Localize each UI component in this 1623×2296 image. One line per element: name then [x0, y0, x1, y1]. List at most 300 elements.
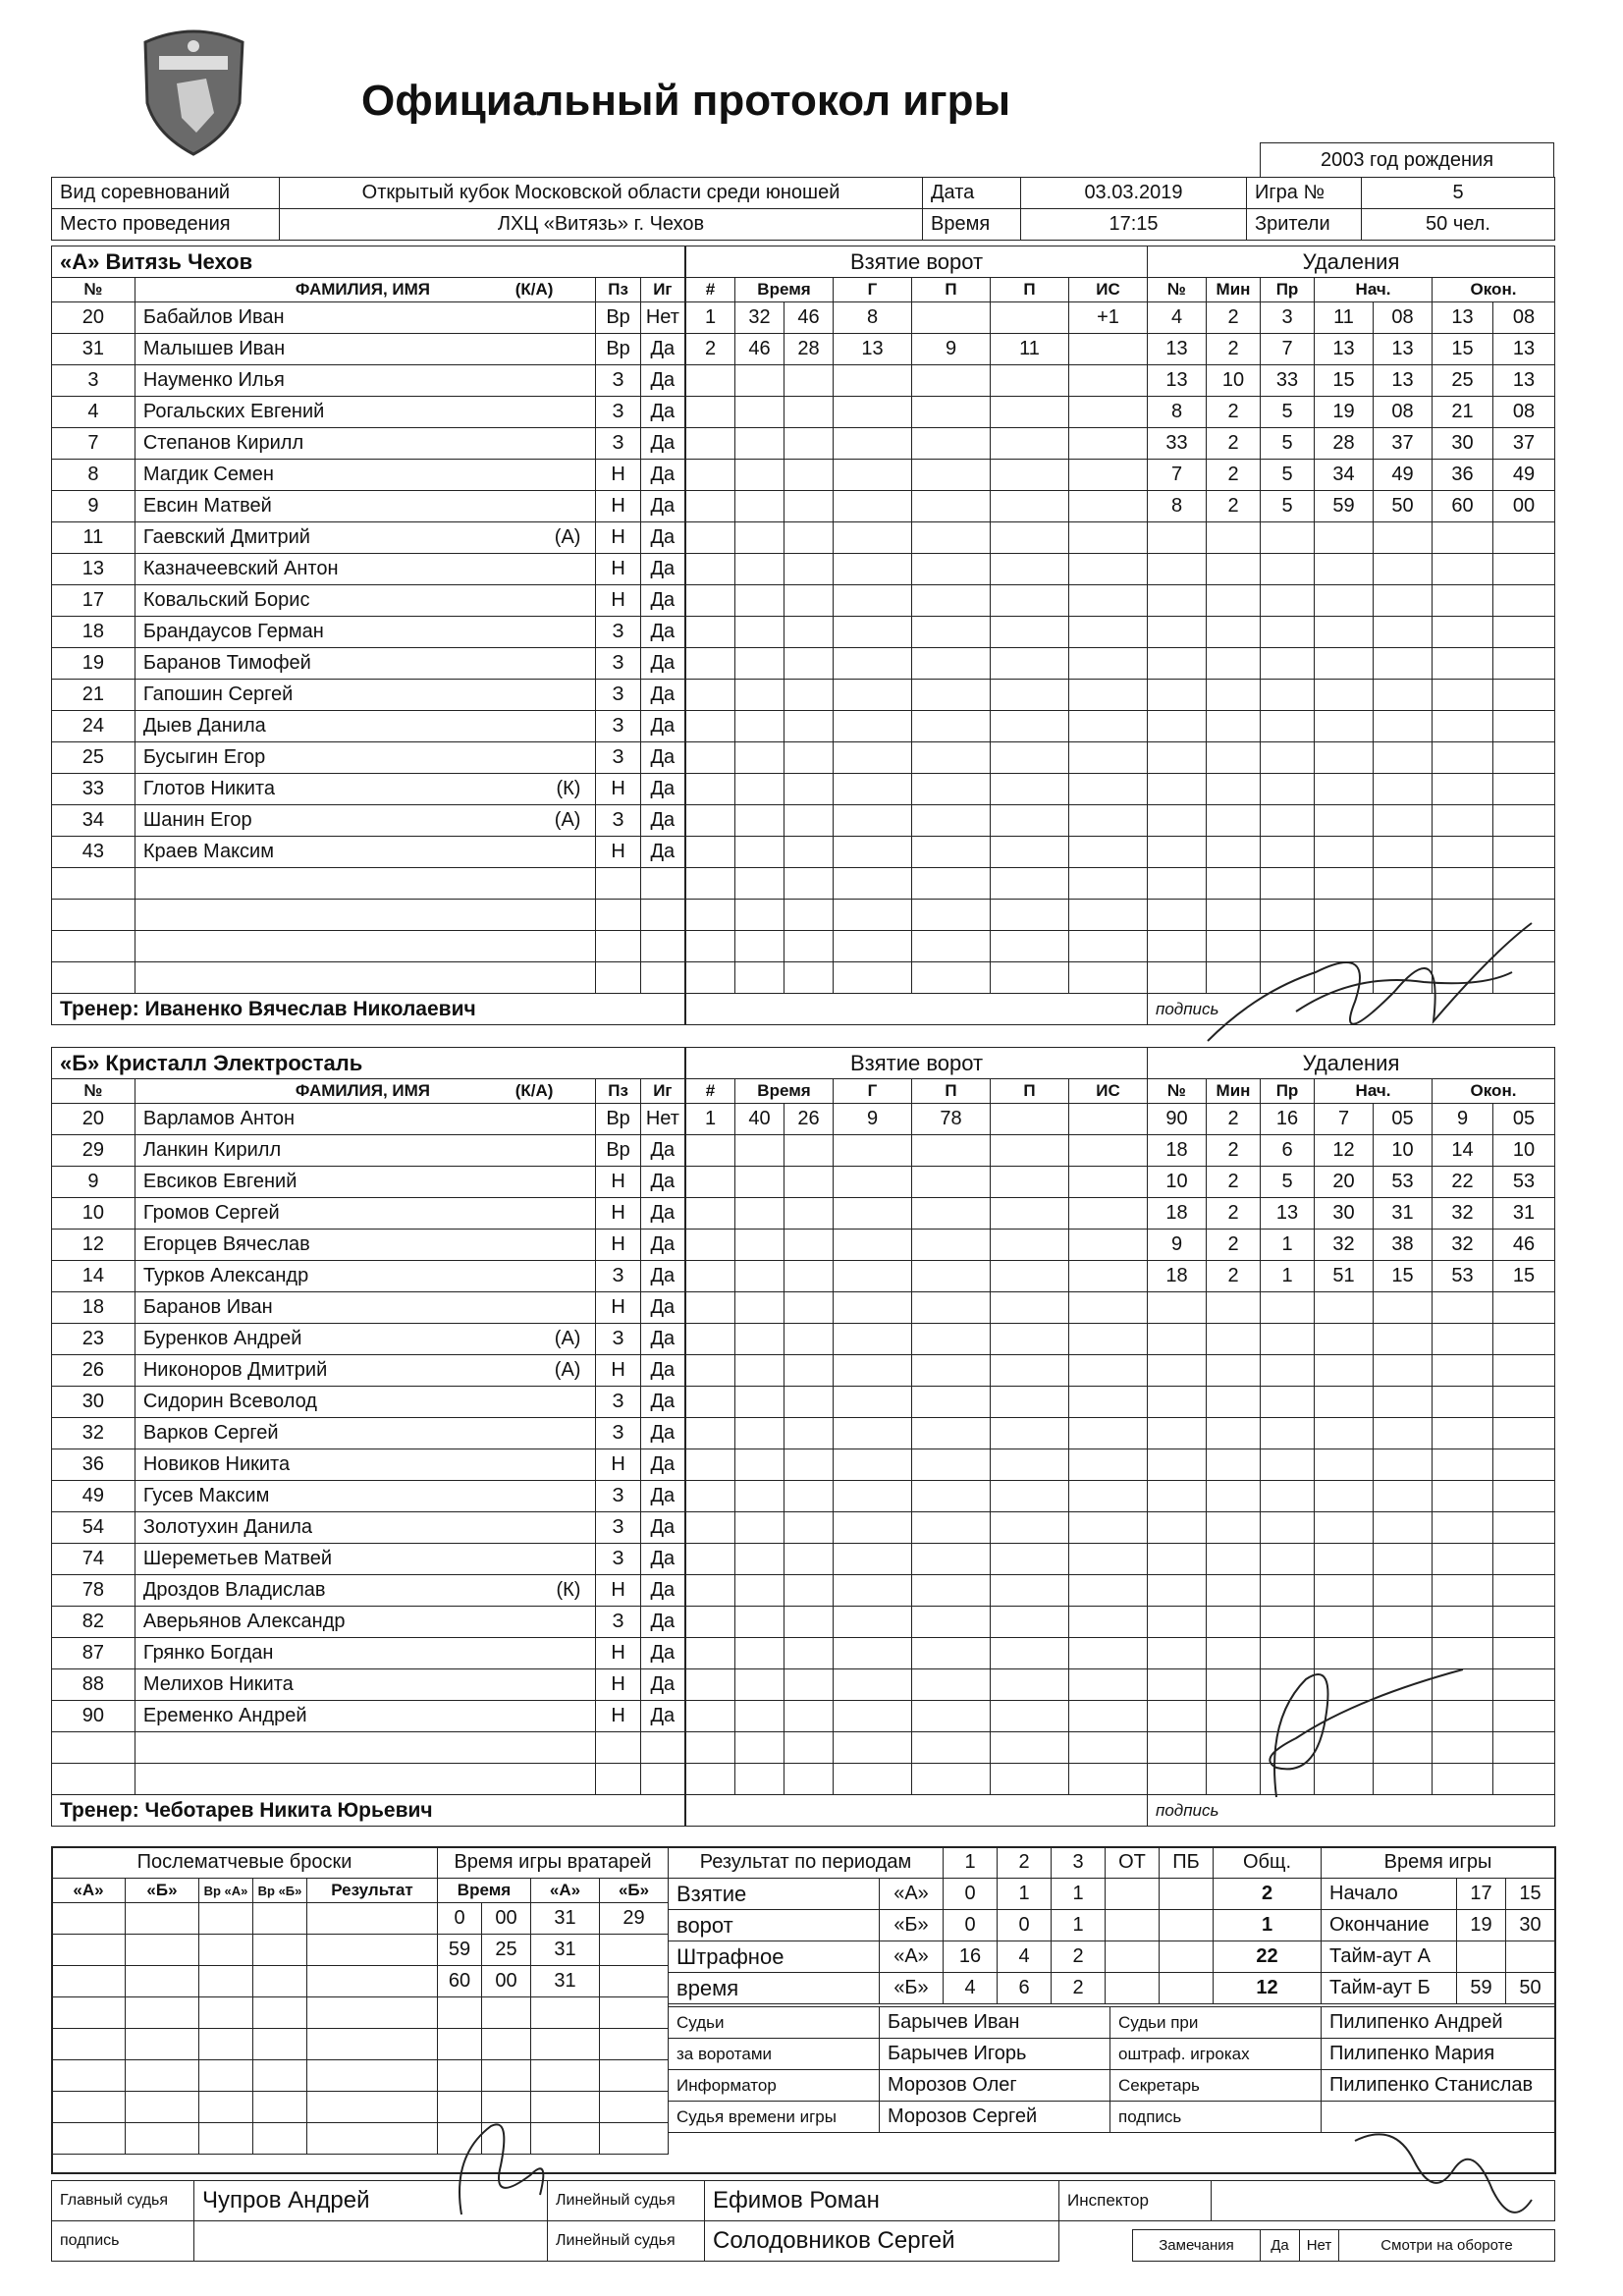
- goal-strength: [1069, 334, 1148, 365]
- period-value: 12: [1214, 1973, 1322, 2004]
- game-time-label: Начало: [1322, 1879, 1457, 1910]
- team-b-roster-table: [51, 1047, 685, 1827]
- goal-assist-2: [991, 868, 1069, 900]
- penalty-reason: [1261, 1481, 1315, 1512]
- chief-label: Главный судья: [52, 2181, 194, 2221]
- goal-assist-2: [991, 711, 1069, 742]
- goal-sec: [784, 1135, 834, 1167]
- player-position: З: [596, 805, 640, 837]
- penalty-start-min: [1315, 1387, 1374, 1418]
- player-name: [135, 1104, 596, 1135]
- penalty-player: [1148, 522, 1207, 554]
- player-position: [596, 900, 640, 931]
- goal-strength: [1069, 491, 1148, 522]
- penalty-row: [1148, 1512, 1555, 1544]
- goal-number: [686, 868, 735, 900]
- goal-number: [686, 1292, 735, 1324]
- player-played: Да: [640, 1167, 684, 1198]
- linesman-name-1: Ефимов Роман: [705, 2181, 1059, 2221]
- goal-assist-2: [991, 522, 1069, 554]
- player-row: [52, 491, 685, 522]
- goal-scorer: [834, 1167, 912, 1198]
- goal-sec: [784, 1544, 834, 1575]
- player-number: 19: [52, 648, 135, 680]
- penalty-start-sec: [1374, 868, 1433, 900]
- goal-assist-2: [991, 931, 1069, 962]
- goal-assist-2: [991, 1638, 1069, 1669]
- player-name: [135, 931, 596, 962]
- player-number: 10: [52, 1198, 135, 1230]
- player-name: [135, 617, 596, 648]
- goal-assist-2: [991, 1512, 1069, 1544]
- player-played: Да: [640, 554, 684, 585]
- goal-row: [686, 711, 1148, 742]
- player-row: [52, 617, 685, 648]
- penalty-start-sec: [1374, 648, 1433, 680]
- player-fullname: Еременко Андрей: [142, 1705, 307, 1726]
- goal-sec: [784, 1701, 834, 1732]
- goal-strength: [1069, 1292, 1148, 1324]
- penalty-start-sec: [1374, 742, 1433, 774]
- game-time-title: Время игры: [1322, 1847, 1555, 1879]
- goal-scorer: [834, 460, 912, 491]
- penalty-end-sec: [1493, 837, 1555, 868]
- penalty-end-min: [1433, 1355, 1493, 1387]
- penalty-row: [1148, 334, 1555, 365]
- penalty-end-sec: 53: [1493, 1167, 1555, 1198]
- penalty-end-sec: [1493, 1732, 1555, 1764]
- penalty-start-min: [1315, 805, 1374, 837]
- goal-assist-2: [991, 1230, 1069, 1261]
- goal-scorer: [834, 1324, 912, 1355]
- player-name: [135, 397, 596, 428]
- penalty-player: [1148, 1387, 1207, 1418]
- penalty-start-sec: [1374, 1607, 1433, 1638]
- player-name: [135, 1544, 596, 1575]
- goal-number: [686, 931, 735, 962]
- penalty-minutes: [1207, 774, 1261, 805]
- goal-sec: [784, 1198, 834, 1230]
- penalty-reason: 5: [1261, 428, 1315, 460]
- official-role: Секретарь: [1110, 2070, 1322, 2102]
- goal-row: [686, 617, 1148, 648]
- goal-strength: [1069, 1230, 1148, 1261]
- goal-row: [686, 1261, 1148, 1292]
- goal-row: [686, 1198, 1148, 1230]
- official-name: Пилипенко Мария: [1322, 2039, 1555, 2070]
- goal-scorer: [834, 900, 912, 931]
- penalty-end-min: [1433, 617, 1493, 648]
- penalty-end-sec: [1493, 1512, 1555, 1544]
- player-name: [135, 1669, 596, 1701]
- penalty-row: [1148, 1198, 1555, 1230]
- period-team: «А»: [880, 1879, 944, 1910]
- goal-assist-2: [991, 1607, 1069, 1638]
- goal-min: [735, 1481, 784, 1512]
- goal-assist-2: [991, 680, 1069, 711]
- goal-assist-1: [912, 962, 991, 994]
- penalty-row: [1148, 711, 1555, 742]
- player-played: Да: [640, 428, 684, 460]
- goalie-col-a: «А»: [531, 1879, 600, 1903]
- game-time-minutes: 15: [1506, 1879, 1555, 1910]
- penalty-end-sec: [1493, 1607, 1555, 1638]
- goal-min: [735, 1607, 784, 1638]
- goal-min: [735, 774, 784, 805]
- goal-strength: [1069, 1669, 1148, 1701]
- player-fullname: Золотухин Данила: [142, 1516, 313, 1538]
- goal-sec: [784, 648, 834, 680]
- player-position: З: [596, 1607, 640, 1638]
- goal-number: [686, 554, 735, 585]
- penalty-row: [1148, 1387, 1555, 1418]
- goal-assist-2: [991, 397, 1069, 428]
- player-name: [135, 1764, 596, 1795]
- goal-number: 1: [686, 302, 735, 334]
- player-number: 17: [52, 585, 135, 617]
- goal-assist-1: [912, 1732, 991, 1764]
- period-col: ОТ: [1106, 1847, 1160, 1879]
- penalty-player: [1148, 1575, 1207, 1607]
- player-position: Н: [596, 1449, 640, 1481]
- team-a-roster-table: [51, 246, 685, 1025]
- penalty-reason: [1261, 1418, 1315, 1449]
- player-row: [52, 1261, 685, 1292]
- penalty-start-sec: 13: [1374, 365, 1433, 397]
- goal-sec: [784, 1669, 834, 1701]
- goalie-cell: 00: [482, 1966, 531, 1997]
- player-captain-mark: (К): [556, 1579, 581, 1601]
- penalty-start-min: 32: [1315, 1230, 1374, 1261]
- player-played: Да: [640, 1512, 684, 1544]
- official-name: Барычев Игорь: [880, 2039, 1110, 2070]
- penalty-minutes: [1207, 1387, 1261, 1418]
- goal-row: [686, 491, 1148, 522]
- player-number: 32: [52, 1418, 135, 1449]
- player-position: Вр: [596, 302, 640, 334]
- penalty-start-sec: 38: [1374, 1230, 1433, 1261]
- goal-min: [735, 742, 784, 774]
- penalty-reason: 33: [1261, 365, 1315, 397]
- goal-assist-2: [991, 1481, 1069, 1512]
- player-position: Н: [596, 1198, 640, 1230]
- goal-min: [735, 1387, 784, 1418]
- player-played: Да: [640, 1638, 684, 1669]
- penalty-start-min: [1315, 680, 1374, 711]
- goal-strength: [1069, 931, 1148, 962]
- penalty-start-min: [1315, 711, 1374, 742]
- goal-strength: [1069, 365, 1148, 397]
- penalty-player: [1148, 1355, 1207, 1387]
- goal-row: [686, 868, 1148, 900]
- goal-scorer: [834, 1607, 912, 1638]
- period-value: 4: [944, 1973, 998, 2004]
- penalty-row: [1148, 617, 1555, 648]
- goal-row: [686, 931, 1148, 962]
- goal-sec: [784, 1387, 834, 1418]
- player-number: 87: [52, 1638, 135, 1669]
- goal-scorer: [834, 742, 912, 774]
- penalty-player: [1148, 680, 1207, 711]
- player-number: 14: [52, 1261, 135, 1292]
- player-position: З: [596, 428, 640, 460]
- goal-assist-1: [912, 1418, 991, 1449]
- goal-min: [735, 680, 784, 711]
- goal-sec: [784, 1607, 834, 1638]
- penalty-end-sec: [1493, 1575, 1555, 1607]
- penalty-start-sec: [1374, 1512, 1433, 1544]
- goal-strength: [1069, 805, 1148, 837]
- goal-number: [686, 1230, 735, 1261]
- player-fullname: Глотов Никита: [142, 778, 275, 799]
- player-fullname: Шанин Егор: [142, 809, 252, 831]
- penalty-end-sec: [1493, 868, 1555, 900]
- goal-assist-2: [991, 774, 1069, 805]
- goal-row: [686, 585, 1148, 617]
- player-number: [52, 900, 135, 931]
- penalty-reason: 6: [1261, 1135, 1315, 1167]
- penalty-start-min: 11: [1315, 302, 1374, 334]
- player-number: 43: [52, 837, 135, 868]
- goal-row: [686, 1669, 1148, 1701]
- shootout-title: Послематчевые броски: [52, 1847, 438, 1879]
- penalty-reason: [1261, 711, 1315, 742]
- team-a-penalties-table: [1147, 246, 1555, 1025]
- goal-strength: [1069, 522, 1148, 554]
- penalty-minutes: [1207, 837, 1261, 868]
- penalty-start-min: 51: [1315, 1261, 1374, 1292]
- player-fullname: Аверьянов Александр: [142, 1611, 346, 1632]
- penalty-minutes: 2: [1207, 1135, 1261, 1167]
- goal-assist-1: [912, 397, 991, 428]
- player-position: З: [596, 397, 640, 428]
- penalty-end-sec: [1493, 1449, 1555, 1481]
- penalty-start-sec: [1374, 774, 1433, 805]
- player-position: Н: [596, 837, 640, 868]
- goal-sec: [784, 585, 834, 617]
- penalty-reason: [1261, 774, 1315, 805]
- player-number: 12: [52, 1230, 135, 1261]
- penalty-start-sec: 13: [1374, 334, 1433, 365]
- remarks-no: Нет: [1300, 2230, 1339, 2262]
- penalty-minutes: [1207, 1418, 1261, 1449]
- period-value: 16: [944, 1941, 998, 1973]
- goal-assist-2: [991, 900, 1069, 931]
- player-number: 30: [52, 1387, 135, 1418]
- goal-number: [686, 711, 735, 742]
- col-position: Пз: [596, 1079, 640, 1104]
- goal-assist-2: [991, 742, 1069, 774]
- goal-min: [735, 931, 784, 962]
- penalty-start-min: [1315, 1324, 1374, 1355]
- goal-number: [686, 1701, 735, 1732]
- goal-sec: [784, 837, 834, 868]
- goal-scorer: [834, 1355, 912, 1387]
- penalty-end-sec: [1493, 1638, 1555, 1669]
- penalty-start-sec: [1374, 1292, 1433, 1324]
- penalty-player: [1148, 1292, 1207, 1324]
- goal-sec: [784, 1292, 834, 1324]
- penalty-reason: [1261, 1544, 1315, 1575]
- goal-scorer: [834, 648, 912, 680]
- player-played: Нет: [640, 302, 684, 334]
- player-row: [52, 1512, 685, 1544]
- player-name: [135, 774, 596, 805]
- player-fullname: Бабайлов Иван: [142, 306, 285, 328]
- penalty-start-sec: 08: [1374, 397, 1433, 428]
- penalty-reason: [1261, 1512, 1315, 1544]
- goal-min: [735, 1701, 784, 1732]
- goal-assist-1: [912, 1167, 991, 1198]
- goal-strength: [1069, 680, 1148, 711]
- goal-assist-2: [991, 1261, 1069, 1292]
- goal-sec: [784, 1230, 834, 1261]
- official-role: Судьи: [669, 2007, 880, 2039]
- goal-strength: [1069, 1732, 1148, 1764]
- penalty-end-min: 9: [1433, 1104, 1493, 1135]
- goal-row: [686, 1607, 1148, 1638]
- penalty-end-min: 32: [1433, 1230, 1493, 1261]
- player-fullname: Рогальских Евгений: [142, 401, 325, 422]
- col-goal-time: Время: [735, 1079, 834, 1104]
- player-played: Да: [640, 1669, 684, 1701]
- goal-scorer: [834, 1449, 912, 1481]
- goal-row: [686, 1292, 1148, 1324]
- goal-number: [686, 522, 735, 554]
- goal-min: 32: [735, 302, 784, 334]
- goal-number: [686, 397, 735, 428]
- player-name: [135, 1292, 596, 1324]
- goal-assist-1: [912, 742, 991, 774]
- period-team: «Б»: [880, 1973, 944, 2004]
- penalty-player: [1148, 1512, 1207, 1544]
- penalty-minutes: [1207, 1575, 1261, 1607]
- linesman-name-2: Солодовников Сергей: [705, 2221, 1059, 2262]
- penalty-start-min: [1315, 522, 1374, 554]
- goal-assist-2: [991, 1198, 1069, 1230]
- goal-min: [735, 460, 784, 491]
- goal-scorer: [834, 837, 912, 868]
- goal-strength: [1069, 1418, 1148, 1449]
- penalty-minutes: [1207, 1544, 1261, 1575]
- player-row: [52, 428, 685, 460]
- penalty-end-min: [1433, 1418, 1493, 1449]
- penalty-player: 8: [1148, 491, 1207, 522]
- goalie-cell: 31: [531, 1935, 600, 1966]
- player-row: [52, 1607, 685, 1638]
- page-title: Официальный протокол игры: [361, 77, 1011, 125]
- player-row: [52, 460, 685, 491]
- goal-strength: [1069, 1261, 1148, 1292]
- penalties-title: Удаления: [1148, 246, 1555, 278]
- penalty-end-min: 15: [1433, 334, 1493, 365]
- goal-number: 1: [686, 1104, 735, 1135]
- penalty-player: [1148, 1544, 1207, 1575]
- official-name: Морозов Олег: [880, 2070, 1110, 2102]
- goal-row: [686, 680, 1148, 711]
- col-assist-2: П: [991, 278, 1069, 302]
- penalty-player: [1148, 1324, 1207, 1355]
- goal-assist-1: [912, 1669, 991, 1701]
- player-fullname: Мелихов Никита: [142, 1673, 294, 1695]
- penalty-player: [1148, 554, 1207, 585]
- penalty-end-sec: 00: [1493, 491, 1555, 522]
- penalty-end-min: [1433, 837, 1493, 868]
- penalty-row: [1148, 302, 1555, 334]
- penalty-player: 90: [1148, 1104, 1207, 1135]
- period-row-label: время: [669, 1973, 880, 2004]
- goal-assist-2: [991, 1701, 1069, 1732]
- goal-scorer: [834, 1387, 912, 1418]
- col-name: ФАМИЛИЯ, ИМЯ (К/А): [135, 1079, 596, 1104]
- penalty-minutes: 2: [1207, 397, 1261, 428]
- goal-assist-2: [991, 365, 1069, 397]
- secretary-signature: [1335, 2102, 1551, 2239]
- col-pen-end: Окон.: [1433, 1079, 1555, 1104]
- goal-scorer: [834, 554, 912, 585]
- player-position: Н: [596, 1638, 640, 1669]
- goal-assist-2: [991, 302, 1069, 334]
- penalty-start-sec: [1374, 617, 1433, 648]
- player-number: 34: [52, 805, 135, 837]
- penalty-reason: 5: [1261, 460, 1315, 491]
- goal-scorer: [834, 1732, 912, 1764]
- goal-assist-2: [991, 1764, 1069, 1795]
- goal-sec: [784, 1324, 834, 1355]
- time-label: Время: [923, 209, 1021, 241]
- player-row: [52, 554, 685, 585]
- goal-strength: [1069, 397, 1148, 428]
- player-number: 36: [52, 1449, 135, 1481]
- penalty-end-sec: [1493, 1387, 1555, 1418]
- goal-row: [686, 397, 1148, 428]
- period-value: 0: [998, 1910, 1052, 1941]
- goal-min: [735, 900, 784, 931]
- goal-min: [735, 1198, 784, 1230]
- goal-strength: [1069, 962, 1148, 994]
- goal-assist-1: [912, 805, 991, 837]
- penalty-end-sec: 08: [1493, 397, 1555, 428]
- player-number: 49: [52, 1481, 135, 1512]
- goal-row: [686, 1230, 1148, 1261]
- goal-scorer: [834, 774, 912, 805]
- player-played: [640, 962, 684, 994]
- shootout-col: «Б»: [126, 1879, 199, 1903]
- remarks-label: Замечания: [1133, 2230, 1261, 2262]
- penalty-minutes: [1207, 805, 1261, 837]
- penalty-start-sec: 10: [1374, 1135, 1433, 1167]
- goal-sec: [784, 1355, 834, 1387]
- penalty-row: [1148, 491, 1555, 522]
- goal-number: [686, 1607, 735, 1638]
- player-fullname: Евсиков Евгений: [142, 1171, 298, 1192]
- player-number: [52, 1732, 135, 1764]
- goal-number: [686, 774, 735, 805]
- goal-sec: [784, 805, 834, 837]
- goal-strength: [1069, 648, 1148, 680]
- goal-min: [735, 522, 784, 554]
- goal-strength: [1069, 1575, 1148, 1607]
- player-played: Да: [640, 1701, 684, 1732]
- goal-sec: [784, 1512, 834, 1544]
- goal-assist-1: 78: [912, 1104, 991, 1135]
- penalty-player: [1148, 837, 1207, 868]
- goal-number: 2: [686, 334, 735, 365]
- player-row: [52, 302, 685, 334]
- penalty-start-min: 15: [1315, 365, 1374, 397]
- goal-assist-2: [991, 1418, 1069, 1449]
- penalty-reason: 16: [1261, 1104, 1315, 1135]
